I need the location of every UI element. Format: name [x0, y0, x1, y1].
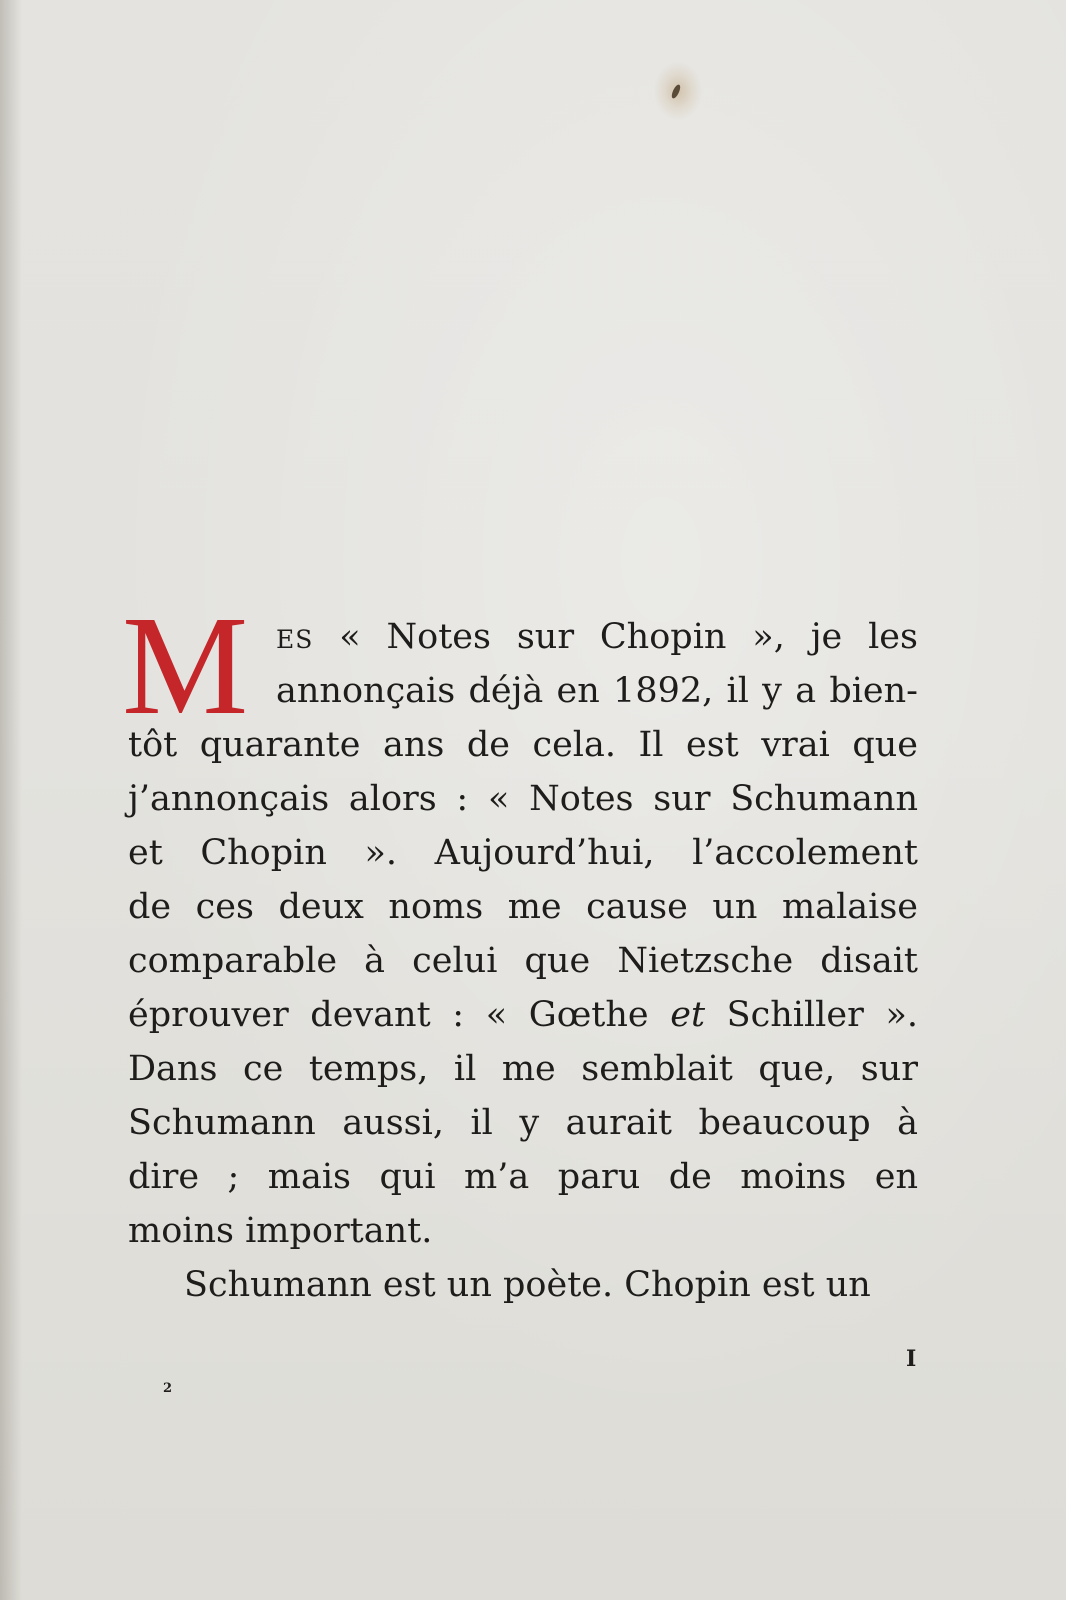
text-line-13: Schumann est un poète. Chopin est un — [184, 1265, 871, 1305]
text-line-1 — [128, 610, 918, 664]
text-line-5: et Chopin ». Aujourd’hui, l’accolement — [128, 833, 918, 873]
text-line-6: de ces deux noms me cause un malaise — [128, 887, 918, 927]
text-line-11: dire ; mais qui m’a paru de moins en — [128, 1157, 918, 1197]
line-1-rest: « Notes sur Chopin », je les — [339, 617, 918, 657]
text-line-8 — [128, 988, 918, 1042]
body-text — [128, 610, 918, 1312]
text-line-7: comparable à celui que Nietzsche disait — [128, 941, 918, 981]
line-8-end: Schiller ». — [726, 995, 918, 1035]
signature-mark: 2 — [163, 1381, 173, 1396]
text-line-2: annonçais déjà en 1892, il y a bien- — [276, 671, 918, 711]
drop-cap: M — [122, 586, 249, 744]
text-line-10: Schumann aussi, il y aurait beaucoup à — [128, 1103, 918, 1143]
text-line-3: tôt quarante ans de cela. Il est vrai que — [128, 725, 918, 765]
page-number: I — [906, 1346, 917, 1372]
text-line-9: Dans ce temps, il me semblait que, sur — [128, 1049, 918, 1089]
line-8-start: éprouver devant : « Gœthe — [128, 995, 649, 1035]
italic-et: et — [670, 995, 706, 1035]
page-gutter-shadow — [0, 0, 22, 1600]
text-line-4: j’annonçais alors : « Notes sur Schumann — [128, 779, 918, 819]
text-line-12: moins important. — [128, 1211, 433, 1251]
small-caps-start: ES — [276, 625, 314, 654]
